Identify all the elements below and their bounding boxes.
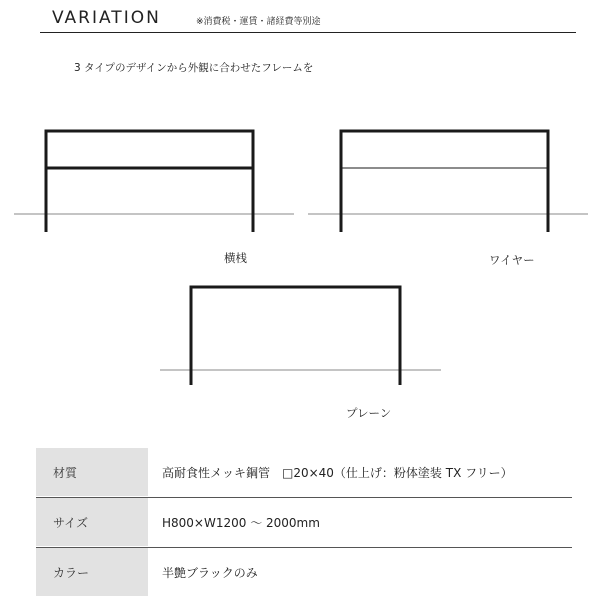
frame-outline xyxy=(46,131,253,232)
subtitle: 3 タイプのデザインから外観に合わせたフレームを xyxy=(74,62,314,74)
spec-value: 半艶ブラックのみ xyxy=(162,566,258,580)
frame-plain xyxy=(160,287,441,385)
spec-label-cell xyxy=(36,498,148,546)
tax-note: ※消費税・運賃・諸経費等別途 xyxy=(196,17,321,27)
type-label-yokosan: 横桟 xyxy=(224,251,247,265)
spec-label: カラー xyxy=(53,566,90,580)
frame-wire xyxy=(308,131,588,232)
spec-value: H800×W1200 ～ 2000mm xyxy=(162,516,320,530)
type-label-plain: プレーン xyxy=(346,406,392,420)
spec-table xyxy=(36,448,572,597)
spec-row-color xyxy=(36,548,572,597)
frame-outline xyxy=(341,131,548,232)
spec-value: 高耐食性メッキ鋼管 □20×40（仕上げ：粉体塗装 TX フリー） xyxy=(162,466,513,480)
frame-yokosan xyxy=(14,131,294,232)
type-label-wire: ワイヤー xyxy=(489,253,535,267)
spec-label: 材質 xyxy=(53,466,78,480)
spec-label: サイズ xyxy=(53,516,89,530)
spec-row-material xyxy=(36,448,572,498)
spec-label-cell xyxy=(36,448,148,496)
spec-row-size xyxy=(36,498,572,548)
spec-label-cell xyxy=(36,548,148,596)
page-title: VARIATION xyxy=(52,8,161,28)
